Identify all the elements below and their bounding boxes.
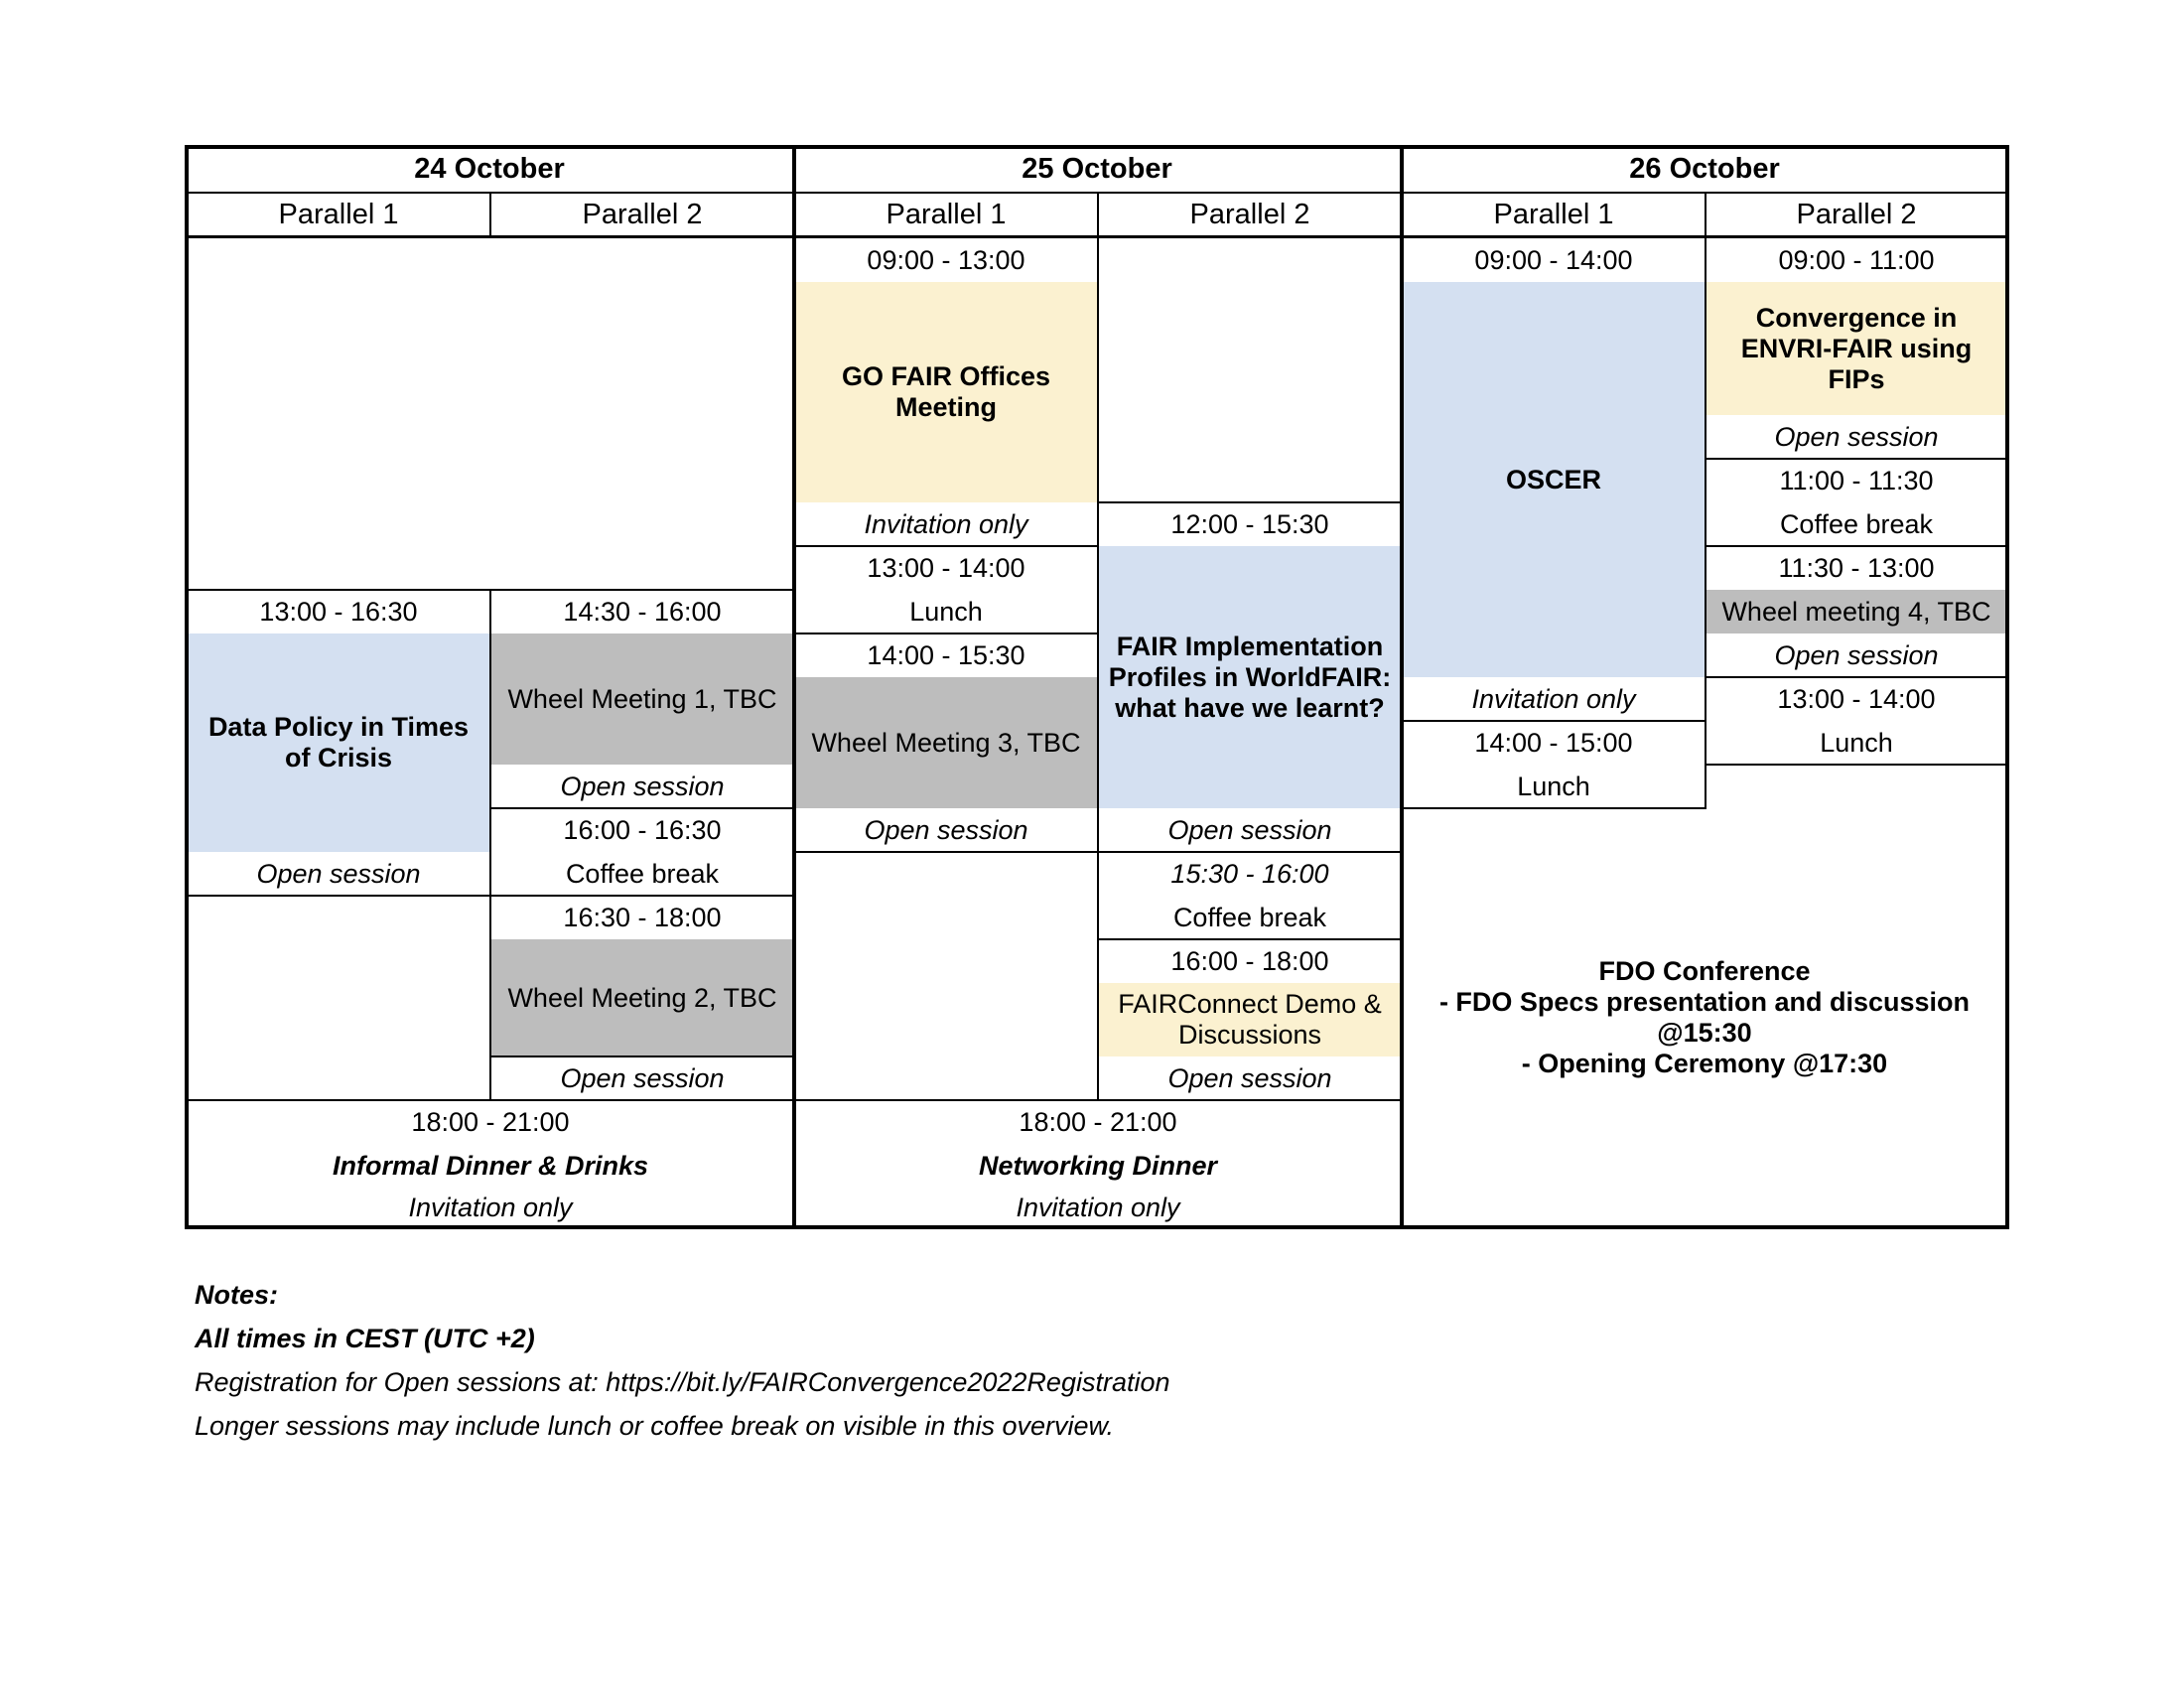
session-time: 16:00 - 18:00 — [1170, 945, 1329, 976]
row-divider — [1098, 938, 1402, 940]
session-go-fair-offices: GO FAIR Offices Meeting — [794, 282, 1098, 502]
session-time: 14:00 - 15:00 — [1474, 727, 1633, 758]
notes-registration: Registration for Open sessions at: https://bit.ly/FAIRConvergence2022Registration — [195, 1367, 1170, 1397]
session-time: 18:00 - 21:00 — [1019, 1106, 1177, 1137]
session-time: 11:30 - 13:00 — [1778, 552, 1935, 583]
session-wheel-meeting-4: Wheel meeting 4, TBC — [1706, 590, 2007, 633]
session-access: Invitation only — [408, 1192, 573, 1222]
fdo-title: FDO Conference — [1598, 956, 1811, 986]
row-divider — [1706, 458, 2007, 460]
session-access: Invitation only — [1016, 1192, 1180, 1222]
session-oscer: OSCER — [1402, 282, 1706, 677]
session-fdo-conference — [1402, 808, 2007, 1227]
session-time: 18:00 - 21:00 — [411, 1106, 570, 1137]
row-divider — [187, 895, 490, 897]
column-divider — [1097, 238, 1099, 1100]
notes-timezone: All times in CEST (UTC +2) — [195, 1324, 535, 1353]
session-time: 15:30 - 16:00 — [1170, 858, 1329, 889]
parallel-header: Parallel 1 — [1493, 198, 1614, 230]
row-divider — [490, 1055, 794, 1057]
session-time: 12:00 - 15:30 — [1170, 508, 1329, 539]
session-time: 16:30 - 18:00 — [563, 902, 722, 932]
session-networking-dinner: Networking Dinner — [978, 1150, 1218, 1181]
session-access: Open session — [560, 771, 725, 801]
session-convergence-envri-fair: Convergence in ENVRI-FAIR using FIPs — [1706, 282, 2007, 415]
session-time: 14:30 - 16:00 — [563, 596, 722, 627]
session-access: Open session — [256, 858, 421, 889]
session-wheel-meeting-2: Wheel Meeting 2, TBC — [490, 939, 794, 1056]
table-border — [185, 145, 189, 1229]
parallel-header: Parallel 1 — [886, 198, 1007, 230]
table-border — [185, 145, 2009, 149]
row-divider — [1706, 676, 2007, 678]
session-time: 13:00 - 14:00 — [1777, 683, 1936, 714]
parallel-header: Parallel 2 — [582, 198, 703, 230]
fdo-item: - Opening Ceremony @17:30 — [1521, 1049, 1888, 1078]
notes-disclaimer: Longer sessions may include lunch or coffee break on visible in this overview. — [195, 1411, 1114, 1441]
session-time: 13:00 - 14:00 — [867, 552, 1025, 583]
session-access: Open session — [1167, 814, 1332, 845]
session-time: 13:00 - 16:30 — [259, 596, 418, 627]
session-wheel-meeting-3: Wheel Meeting 3, TBC — [794, 677, 1098, 808]
session-time: 11:00 - 11:30 — [1779, 465, 1934, 495]
session-time: 14:00 - 15:30 — [867, 639, 1025, 670]
parallel-header: Parallel 2 — [1796, 198, 1917, 230]
session-fair-implementation-profiles: FAIR Implementation Profiles in WorldFAIR: what have we learnt? — [1098, 546, 1402, 808]
session-time: 16:00 - 16:30 — [563, 814, 722, 845]
row-divider — [1706, 545, 2007, 547]
column-divider — [489, 589, 491, 1101]
notes-section — [195, 1273, 1170, 1448]
session-access: Open session — [1167, 1062, 1332, 1093]
column-divider — [1705, 193, 1706, 236]
row-divider — [794, 633, 1098, 634]
session-coffee-break: Coffee break — [1172, 902, 1327, 932]
session-access: Open session — [1774, 639, 1939, 670]
row-divider — [1402, 807, 1706, 809]
session-access: Open session — [864, 814, 1028, 845]
notes-heading: Notes: — [195, 1280, 279, 1310]
row-divider — [1706, 764, 2007, 766]
day-header-24: 24 October — [414, 152, 565, 185]
session-coffee-break: Coffee break — [1779, 508, 1934, 539]
row-divider — [1402, 720, 1706, 722]
session-informal-dinner: Informal Dinner & Drinks — [332, 1150, 649, 1181]
session-lunch: Lunch — [909, 596, 983, 627]
session-time: 09:00 - 13:00 — [867, 244, 1025, 275]
session-fairconnect-demo: FAIRConnect Demo & Discussions — [1098, 983, 1402, 1056]
session-time: 09:00 - 11:00 — [1778, 244, 1935, 275]
column-divider — [489, 193, 491, 236]
table-border — [2005, 145, 2009, 1229]
row-divider — [187, 1099, 1402, 1101]
session-access: Invitation only — [864, 508, 1028, 539]
session-data-policy: Data Policy in Times of Crisis — [187, 633, 490, 852]
row-divider — [1098, 501, 1402, 503]
day-divider — [792, 145, 796, 1229]
row-divider — [794, 545, 1098, 547]
parallel-header: Parallel 2 — [1189, 198, 1310, 230]
session-time: 09:00 - 14:00 — [1474, 244, 1633, 275]
day-header-26: 26 October — [1629, 152, 1780, 185]
column-divider — [1705, 238, 1706, 809]
session-access: Open session — [560, 1062, 725, 1093]
session-lunch: Lunch — [1820, 727, 1893, 758]
row-divider — [490, 807, 794, 809]
row-divider — [187, 589, 794, 591]
session-coffee-break: Coffee break — [565, 858, 720, 889]
session-lunch: Lunch — [1517, 771, 1590, 801]
fdo-item: - FDO Specs presentation and discussion @15:30 — [1438, 987, 1971, 1048]
session-wheel-meeting-1: Wheel Meeting 1, TBC — [490, 633, 794, 765]
row-divider — [794, 851, 1402, 853]
parallel-header: Parallel 1 — [278, 198, 399, 230]
column-divider — [1097, 193, 1099, 236]
session-access: Open session — [1774, 421, 1939, 452]
day-divider — [1400, 145, 1404, 1229]
day-header-25: 25 October — [1022, 152, 1172, 185]
table-border — [185, 1225, 2009, 1229]
session-access: Invitation only — [1471, 683, 1636, 714]
row-divider — [490, 895, 794, 897]
